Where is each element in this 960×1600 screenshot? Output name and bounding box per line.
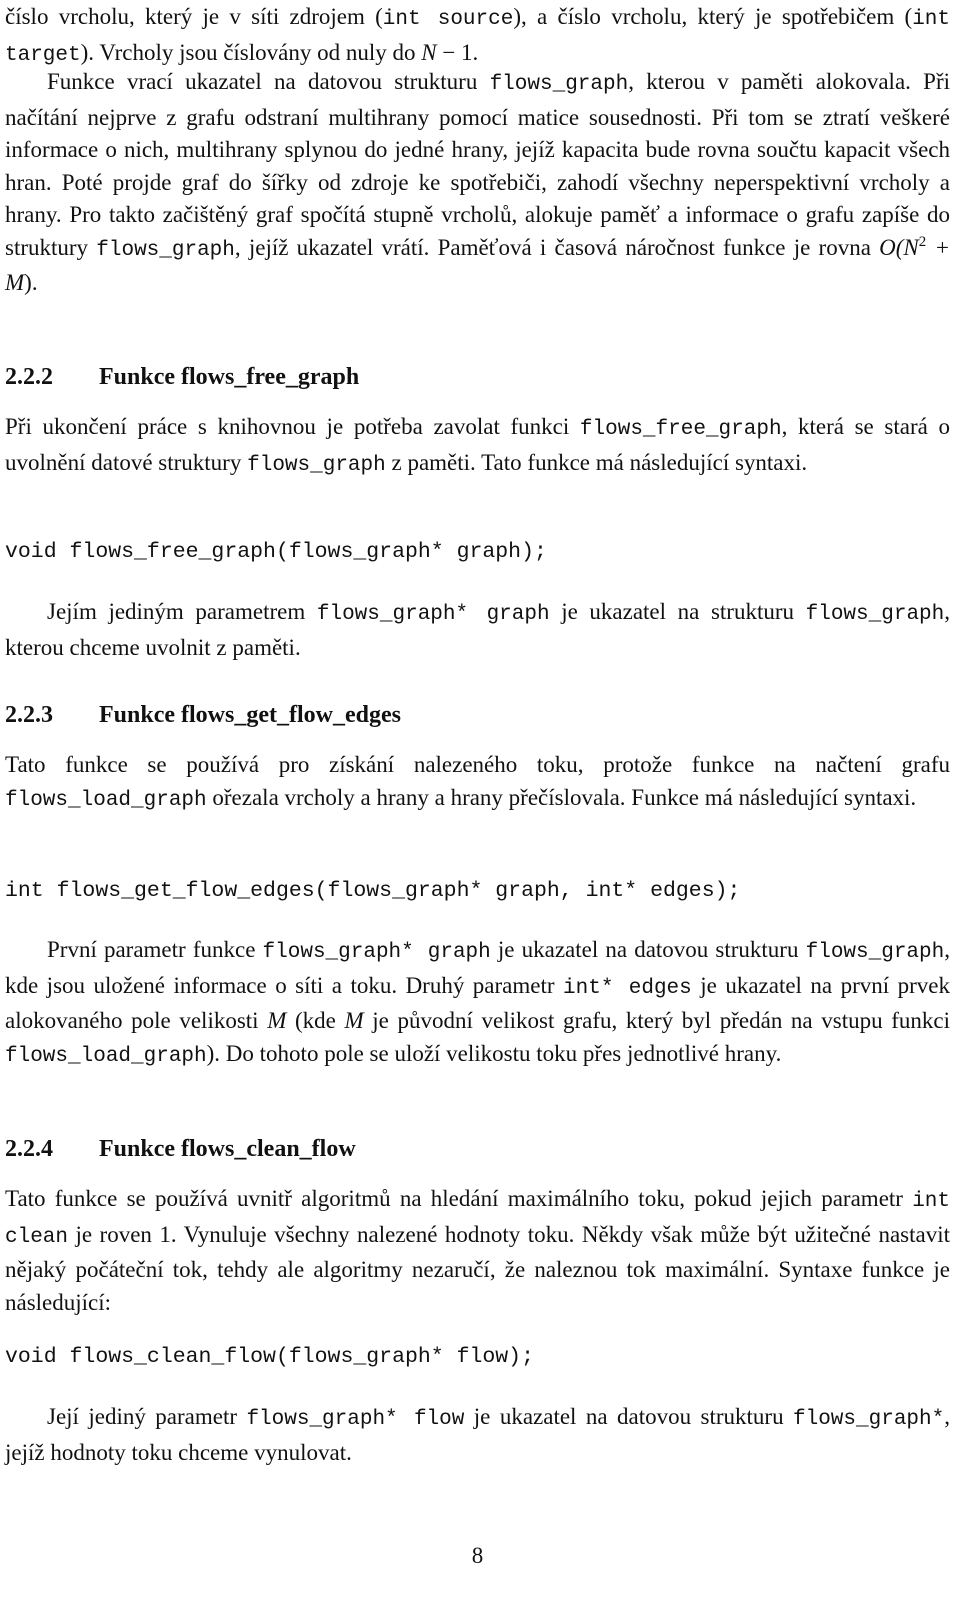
inline-code: int clean — [5, 1190, 950, 1249]
text: ). Vrcholy jsou číslovány od nuly do — [80, 39, 422, 65]
text: , kterou v paměti alokovala. Při načítání nejprve z grafu odstraní multihrany pomocí matice sousednosti. Při tom se ztratí veškeré informace o nich, multihrany splynou do jedné hrany, jejíž kapacita bude rovna součtu kapacit všech hran. Poté projde graf do šířky od zdroje ke spotřebiči, zahodí všechny neperspektivní vrcholy a hrany. Pro takto začištěný graf spočítá stupně vrcholů, alokuje paměť a informace o grafu zapíše do struktury — [5, 69, 950, 260]
text: ), a číslo vrcholu, který je spotřebičem ( — [513, 4, 913, 29]
section-title: Funkce flows_get_flow_edges — [99, 702, 401, 728]
inline-code: flows_graph — [96, 238, 235, 262]
inline-code: int* edges — [563, 976, 692, 1000]
text: První parametr funkce — [47, 937, 263, 962]
text: je původní velikost grafu, který byl předán na vstupu funkci — [363, 1008, 950, 1033]
text: Jejím jediným parametrem — [47, 599, 317, 624]
inline-code: flows_load_graph — [5, 1044, 207, 1068]
section-title: Funkce flows_clean_flow — [99, 1136, 356, 1162]
section-heading-2-2-4 — [5, 1133, 356, 1165]
big-o-symbol: O — [879, 234, 896, 260]
sec223-paragraph-2 — [5, 934, 950, 1073]
sec222-paragraph-1 — [5, 411, 950, 482]
section-number: 2.2.4 — [5, 1136, 53, 1162]
text: , která se stará o uvolnění datové struktury — [5, 414, 950, 475]
math-symbol: M — [267, 1008, 287, 1033]
text: − 1. — [436, 39, 479, 65]
intro-paragraph-2 — [5, 66, 950, 300]
sec223-paragraph-1 — [5, 749, 950, 817]
inline-code: flows_graph* — [793, 1408, 945, 1431]
code-block-clean-flow: void flows_clean_flow(flows_graph* flow); — [5, 1345, 534, 1369]
section-heading-2-2-2 — [5, 361, 359, 393]
text: Funkce vrací ukazatel na datovou strukturu — [47, 69, 490, 94]
text: , jejíž hodnoty toku chceme vynulovat. — [5, 1404, 950, 1465]
section-title: Funkce flows_free_graph — [99, 364, 360, 390]
text: ). — [24, 270, 38, 295]
section-heading-2-2-3 — [5, 699, 401, 731]
text: je ukazatel na strukturu — [549, 599, 806, 624]
inline-code: int source — [382, 8, 514, 31]
inline-code: flows_graph* flow — [246, 1408, 465, 1431]
text: ořezala vrcholy a hrany a hrany přečíslovala. Funkce má následující syntaxi. — [206, 784, 917, 810]
text: je ukazatel na datovou strukturu — [464, 1404, 793, 1429]
inline-code: flows_graph — [805, 603, 945, 626]
inline-code: int target — [5, 8, 950, 67]
inline-code: flows_graph* graph — [262, 941, 491, 964]
text: Její jediný parametr — [47, 1404, 247, 1429]
inline-code: flows_graph — [247, 453, 386, 477]
text: Tato funkce se používá pro získání nalezeného toku, protože funkce na načtení grafu — [5, 752, 950, 777]
text: je ukazatel na první prvek alokovaného pole velikosti — [5, 972, 950, 1033]
text: (kde — [286, 1008, 345, 1033]
text: je ukazatel na datovou strukturu — [490, 937, 806, 962]
text: ). Do tohoto pole se uloží velikostu toku přes jednotlivé hrany. — [206, 1040, 782, 1066]
text: , jejíž ukazatel vrátí. Paměťová i časová náročnost funkce je rovna — [234, 234, 880, 260]
sec222-paragraph-2 — [5, 596, 950, 664]
inline-code: flows_graph — [805, 941, 945, 964]
math-superscript: 2 — [918, 233, 927, 250]
text: číslo vrcholu, který je v síti zdrojem ( — [5, 4, 383, 29]
math-expression: + M — [5, 234, 950, 295]
section-number: 2.2.3 — [5, 702, 53, 728]
text: z paměti. Tato funkce má následující syntaxi. — [385, 449, 808, 475]
intro-paragraph-1 — [5, 1, 950, 72]
code-block-get-flow-edges: int flows_get_flow_edges(flows_graph* graph, int* edges); — [5, 879, 741, 903]
sec224-paragraph-2 — [5, 1401, 950, 1469]
math-symbol: N — [421, 39, 437, 65]
text: , kde jsou uložené informace o síti a toku. Druhý parametr — [5, 937, 950, 998]
inline-code: flows_load_graph — [5, 788, 207, 812]
math-symbol: M — [344, 1008, 364, 1033]
inline-code: flows_graph — [489, 73, 629, 96]
section-number: 2.2.2 — [5, 364, 53, 390]
sec224-paragraph-1 — [5, 1183, 950, 1319]
text: je roven 1. Vynuluje všechny nalezené hodnoty toku. Někdy však může být užitečné nastavit nějaký počáteční tok, tehdy ale algoritmy nezaručí, že naleznou tok maximální. Syntaxe funkce je následující: — [5, 1221, 950, 1315]
math-expression: (N — [895, 234, 919, 260]
text: Při ukončení práce s knihovnou je potřeba zavolat funkci — [5, 414, 580, 439]
inline-code: flows_graph* graph — [316, 603, 550, 626]
code-block-free-graph: void flows_free_graph(flows_graph* graph); — [5, 540, 547, 564]
text: , kterou chceme uvolnit z paměti. — [5, 599, 950, 660]
page-number: 8 — [471, 1543, 484, 1568]
text: Tato funkce se používá uvnitř algoritmů na hledání maximálního toku, pokud jejich parametr — [5, 1186, 913, 1211]
inline-code: flows_free_graph — [579, 418, 782, 441]
